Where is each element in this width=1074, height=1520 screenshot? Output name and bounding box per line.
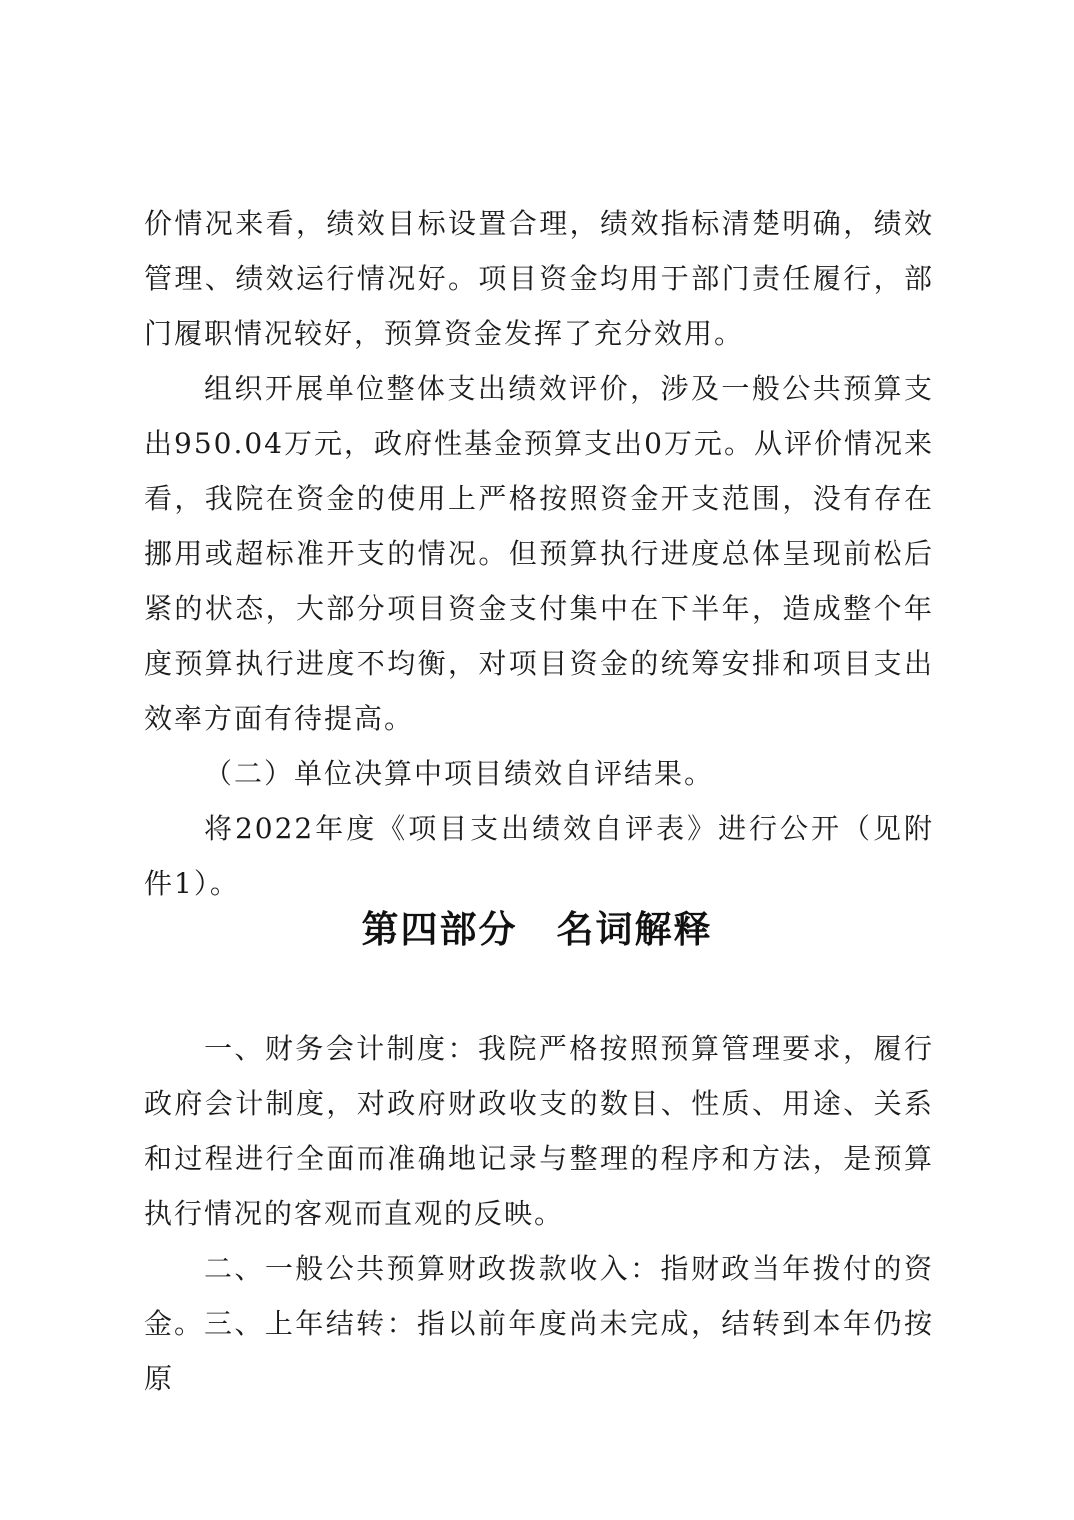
paragraph-overall-expenditure-evaluation: 组织开展单位整体支出绩效评价，涉及一般公共预算支出950.04万元，政府性基金预算支出0万元。从评价情况来看，我院在资金的使用上严格按照资金开支范围，没有存在挪用或超标准开支的情况。但预算执行进度总体呈现前松后紧的状态，大部分项目资金支付集中在下半年，造成整个年度预算执行进度不均衡，对项目资金的统筹安排和项目支出效率方面有待提高。 xyxy=(144,372,934,735)
section-heading: 第四部分 名词解释 xyxy=(361,908,713,951)
paragraph-attachment-disclosure: 将2022年度《项目支出绩效自评表》进行公开（见附件1）。 xyxy=(144,812,934,900)
paragraph-term-general-budget-income: 二、一般公共预算财政拨款收入：指财政当年拨付的资金。 xyxy=(144,1252,934,1340)
paragraph-term-prior-year-carryover: 三、上年结转：指以前年度尚未完成，结转到本年仍按原 xyxy=(144,1307,934,1395)
paragraph-performance-summary: 价情况来看，绩效目标设置合理，绩效指标清楚明确，绩效管理、绩效运行情况好。项目资金均用于部门责任履行，部门履职情况较好，预算资金发挥了充分效用。 xyxy=(144,207,934,350)
paragraph-term-accounting-system: 一、财务会计制度：我院严格按照预算管理要求，履行政府会计制度，对政府财政收支的数目、性质、用途、关系和过程进行全面而准确地记录与整理的程序和方法，是预算执行情况的客观而直观的反映。 xyxy=(144,1032,934,1230)
paragraph-subsection-project-self-evaluation: （二）单位决算中项目绩效自评结果。 xyxy=(204,757,715,790)
